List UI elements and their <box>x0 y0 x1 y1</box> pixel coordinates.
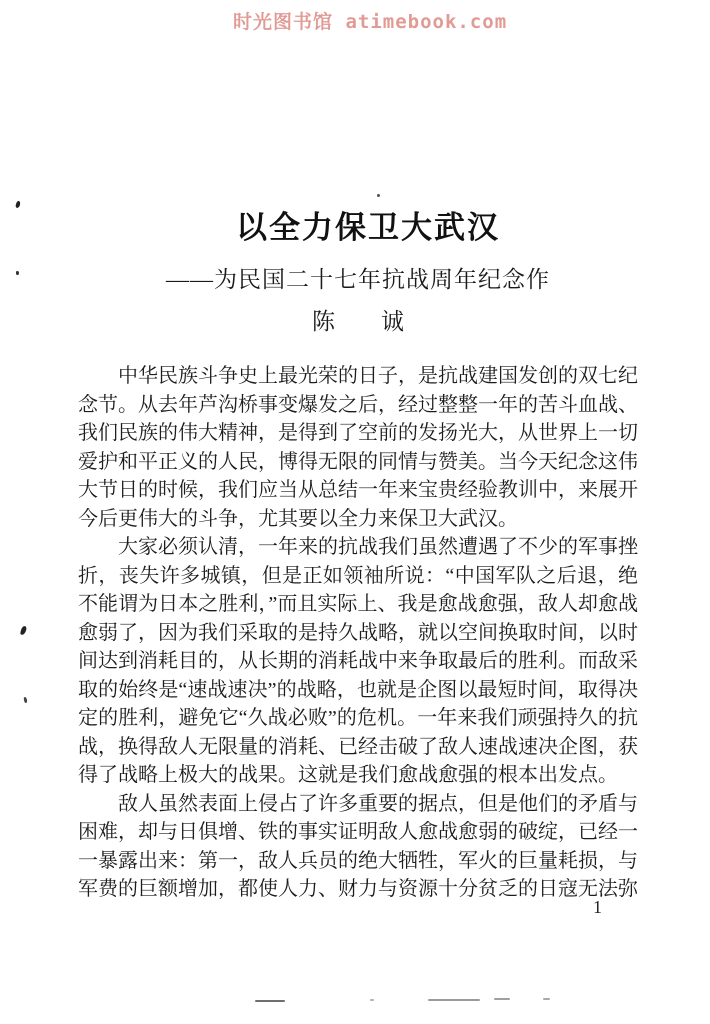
paragraph-1: 中华民族斗争史上最光荣的日子，是抗战建国发创的双七纪念节。从去年芦沟桥事变爆发之后，经过整整一年的苦斗血战、我们民族的伟大精神，是得到了空前的发扬光大，从世界上一切爱护和平正义的人民，博得无限的同情与赞美。当今天纪念这伟大节日的时候，我们应当从总结一年来宝贵经验教训中，来展开今后更伟大的斗争，尤其要以全力来保卫大武汉。 <box>78 365 638 530</box>
scan-artifact <box>20 626 27 636</box>
scan-artifact <box>24 697 28 703</box>
scan-artifact <box>543 998 550 1000</box>
scan-artifact <box>494 998 510 1000</box>
paragraph-2: 大家必须认清，一年来的抗战我们虽然遭遇了不少的军事挫折，丧失许多城镇，但是正如领袖所说：“中国军队之后退，绝不能谓为日本之胜利，”而且实际上、我是愈战愈强，敌人却愈战愈弱了，因为我们采取的是持久战略，就以空间换取时间，以时间达到消耗目的，从长期的消耗战中来争取最后的胜利。而敌采取的始终是“速战速决”的战略，也就是企图以最短时间，取得决定的胜利，避免它“久战必败”的危机。一年来我们顽强持久的抗战，换得敌人无限量的消耗、已经击破了敌人速战速决企图，获得了战略上极大的战果。这就是我们愈战愈强的根本出发点。 <box>78 536 638 786</box>
library-watermark: 时光图书馆 atimebook.com <box>233 11 508 33</box>
scan-artifact <box>377 194 380 197</box>
article-body <box>78 362 638 904</box>
paragraph-3: 敌人虽然表面上侵占了许多重要的据点，但是他们的矛盾与困难，却与日俱增、铁的事实证明敌人愈战愈弱的破绽，已经一一暴露出来：第一，敌人兵员的绝大牺牲，军火的巨量耗损，与军费的巨额增加，都使人力、财力与资源十分贫乏的日寇无法弥 <box>78 792 638 900</box>
scan-artifact <box>428 999 480 1001</box>
article-title: 以全力保卫大武汉 <box>236 210 500 245</box>
scan-artifact <box>15 201 21 209</box>
page-number: 1 <box>593 897 602 917</box>
title-block <box>78 202 638 336</box>
scan-artifact <box>370 999 374 1001</box>
article-author: 陈 诚 <box>312 309 404 334</box>
scan-artifact <box>255 1000 285 1002</box>
article-subtitle: ——为民国二十七年抗战周年纪念作 <box>166 267 550 292</box>
scan-artifact <box>16 271 19 275</box>
